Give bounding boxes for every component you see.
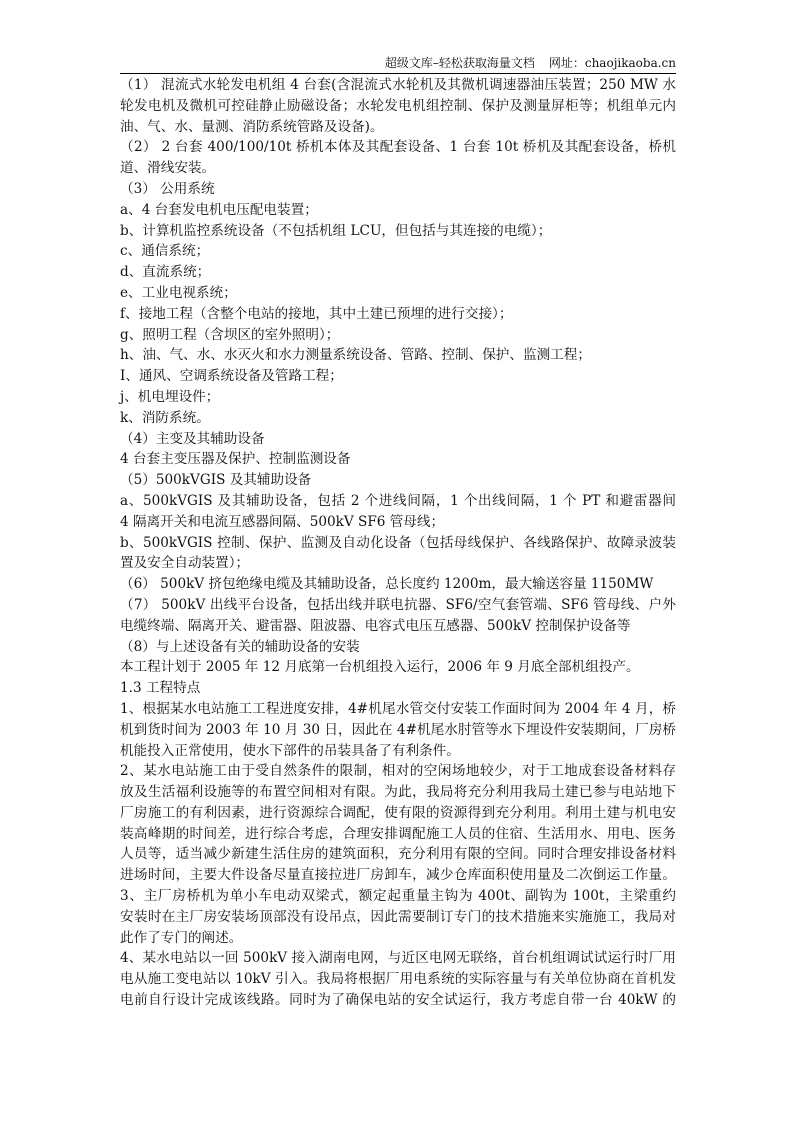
text-line: （1） 混流式水轮发电机组 4 台套(含混流式水轮机及其微机调速器油压装置；250 MW 水 [120,77,676,93]
text-line: 安装时在主厂房安装场顶部没有设吊点，因此需要制订专门的技术措施来实施施工，我局对 [120,908,676,925]
text-line: 此作了专门的阐述。 [120,929,243,946]
text-line: 电前自行设计完成该线路。同时为了确保电站的安全试运行，我方考虑自带一台 40kW 的 [120,992,676,1009]
page-header [120,54,676,72]
text-line: 1、根据某水电站施工工程进度安排，4#机尾水管交付安装工作面时间为 2004 年 4 月，桥 [120,700,676,717]
text-line: f、接地工程（含整个电站的接地，其中土建已预埋的进行交接）； [120,305,513,322]
text-line: 置及安全自动装置）； [120,555,250,572]
text-line: 4 隔离开关和电流互感器间隔、500kV SF6 管母线； [120,513,445,530]
text-line: d、直流系统； [120,264,211,281]
text-line: b、计算机监控系统设备（不包括机组 LCU，但包括与其连接的电缆）； [120,222,552,239]
text-line: e、工业电视系统； [120,284,237,301]
text-line: 人员等，适当减少新建生活住房的建筑面积，充分利用有限的空间。同时合理安排设备材料 [120,846,676,863]
text-line: （2） 2 台套 400/100/10t 桥机本体及其配套设备、1 台套 10t 桥机及其配套设备，桥机 [120,139,676,156]
text-line: 3、主厂房桥机为单小车电动双梁式，额定起重量主钩为 400t、副钩为 100t，主梁重约 [120,888,676,905]
text-line: h、油、气、水、水灭火和水力测量系统设备、管路、控制、保护、监测工程； [120,347,591,364]
text-line: 装高峰期的时间差，进行综合考虑，合理安排调配施工人员的住宿、生活用水、用电、医务 [120,825,676,842]
text-line: 油、气、水、量测、消防系统管路及设备)。 [120,118,384,135]
text-line: 1.3 工程特点 [120,680,201,697]
text-line: （5）500kVGIS 及其辅助设备 [120,472,312,489]
text-line: 轮发电机及微机可控硅静止励磁设备；水轮发电机组控制、保护及测量屏柜等；机组单元内 [120,97,676,114]
text-line: 放及生活福利设施等的布置空间相对有限。为此，我局将充分利用我局土建已参与电站地下 [120,784,676,801]
text-line: a、500kVGIS 及其辅助设备，包括 2 个进线间隔，1 个出线间隔，1 个 PT 和避雷器间 [120,492,676,509]
text-line: 进场时间，主要大件设备尽量直接拉进厂房卸车，减少仓库面积使用量及二次倒运工作量。 [120,867,676,884]
text-line: c、通信系统； [120,243,210,260]
text-line: 道、滑线安装。 [120,160,216,177]
text-line: 4 台套主变压器及保护、控制监测设备 [120,451,351,468]
text-line: 电从施工变电站以 10kV 引入。我局将根据厂用电系统的实际容量与有关单位协商在首机发 [120,971,676,988]
header-url: 网址：chaojikaoba.cn [548,56,676,70]
text-line: （7） 500kV 出线平台设备，包括出线并联电抗器、SF6/空气套管端、SF6 管母线、户外 [120,596,676,613]
text-line: I、通风、空调系统设备及管路工程； [120,368,343,385]
header-divider [120,73,676,74]
text-line: 机到货时间为 2003 年 10 月 30 日，因此在 4#机尾水肘管等水下埋设件安装期间，厂房桥 [120,721,676,738]
text-line: j、机电埋设件； [120,388,220,405]
text-line: （4）主变及其辅助设备 [120,430,265,447]
text-line: 厂房施工的有利因素，进行资源综合调配，使有限的资源得到充分利用。利用土建与机电安 [120,804,676,821]
text-line: b、500kVGIS 控制、保护、监测及自动化设备（包括母线保护、各线路保护、故障录波装 [120,534,676,551]
document-body [120,75,676,1011]
text-line: g、照明工程（含坝区的室外照明）； [120,326,340,343]
text-line: 机能投入正常使用，使水下部件的吊装具备了有利条件。 [120,742,460,759]
text-line: （6） 500kV 挤包绝缘电缆及其辅助设备，总长度约 1200m，最大输送容量 1150MW [120,576,654,593]
header-site-name: 超级文库–轻松获取海量文档 [384,56,535,70]
text-line: 电缆终端、隔离开关、避雷器、阻波器、电容式电压互感器、500kV 控制保护设备等 [120,617,631,634]
text-line: （8）与上述设备有关的辅助设备的安装 [120,638,360,655]
text-line: 本工程计划于 2005 年 12 月底第一台机组投入运行，2006 年 9 月底全部机组投产。 [120,659,640,676]
text-line: k、消防系统。 [120,409,210,426]
text-line: （3） 公用系统 [120,180,215,197]
text-line: 4、某水电站以一回 500kV 接入湖南电网，与近区电网无联络，首台机组调试试运行时厂用 [120,950,676,967]
text-line: a、4 台套发电机电压配电装置； [120,201,318,218]
text-line: 2、某水电站施工由于受自然条件的限制，相对的空闲场地较少，对于工地成套设备材料存 [120,763,676,780]
